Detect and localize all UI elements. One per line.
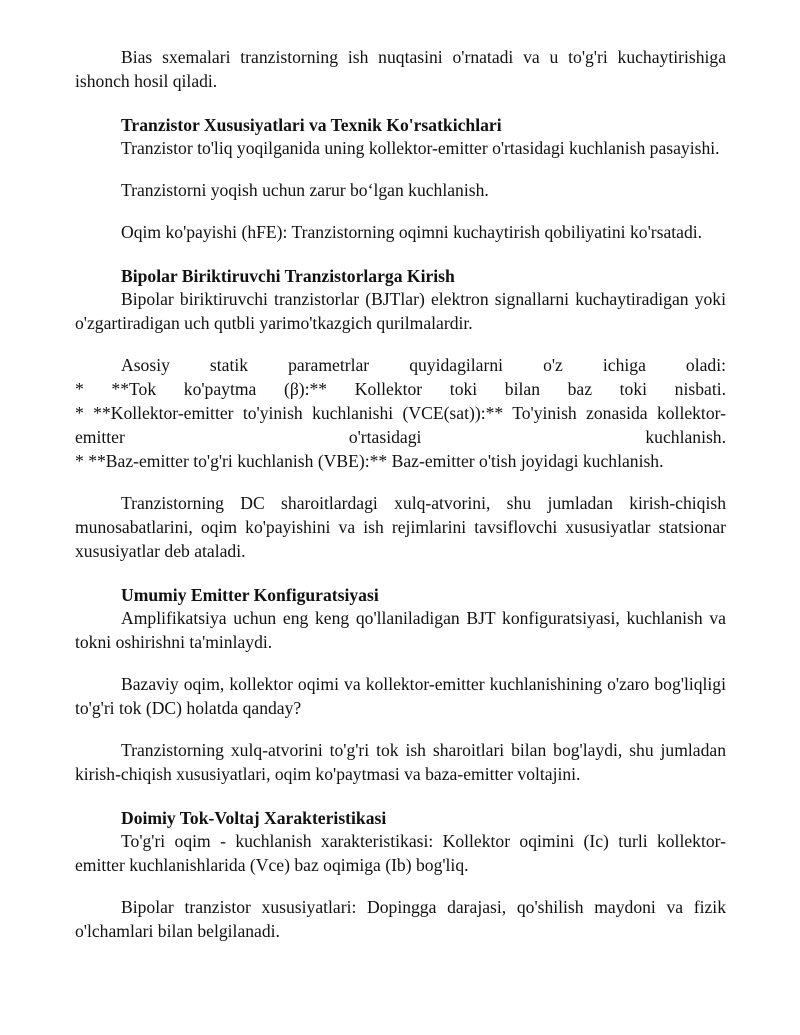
- heading-dc-iv-characteristic: Doimiy Tok-Voltaj Xarakteristikasi: [121, 808, 387, 828]
- heading-bjt-intro: Bipolar Biriktiruvchi Tranzistorlarga Kirish: [121, 266, 455, 286]
- paragraph-turn-on-voltage: Tranzistorni yoqish uchun zarur bo‘lgan kuchlanish.: [121, 180, 489, 200]
- static-parameters-list: [75, 353, 726, 473]
- document-body: [75, 45, 726, 943]
- list-item-current-gain: * **Tok ko'paytma (β):** Kollektor toki bilan baz toki nisbati.: [75, 379, 726, 399]
- paragraph-saturation-voltage: Tranzistor to'liq yoqilganida uning kollektor-emitter o'rtasidagi kuchlanish pasayishi.: [121, 138, 720, 158]
- paragraph-dc-question: Bazaviy oqim, kollektor oqimi va kollektor-emitter kuchlanishining o'zaro bog'liqligi to'g'ri tok (DC) holatda qanday?: [75, 674, 726, 718]
- list-intro: Asosiy statik parametrlar quyidagilarni o'z ichiga oladi:: [121, 355, 726, 375]
- paragraph-static-characteristics: Tranzistorning DC sharoitlardagi xulq-atvorini, shu jumladan kirish-chiqish munosabatlarini, oqim ko'payishini va ish rejimlarini tavsiflovchi xususiyatlar statsionar xususiyatlar deb ataladi.: [75, 493, 726, 561]
- heading-common-emitter: Umumiy Emitter Konfiguratsiyasi: [121, 585, 379, 605]
- list-item-vce-sat: * **Kollektor-emitter to'yinish kuchlanishi (VCE(sat)):** To'yinish zonasida kollektor-emitter o'rtasidagi kuchlanish.: [75, 403, 726, 447]
- paragraph-common-emitter: Amplifikatsiya uchun eng keng qo'llaniladigan BJT konfiguratsiyasi, kuchlanish va tokni oshirishni ta'minlaydi.: [75, 608, 726, 652]
- list-item-vbe: * **Baz-emitter to'g'ri kuchlanish (VBE):** Baz-emitter o'tish joyidagi kuchlanish.: [75, 451, 664, 471]
- paragraph-bjt-definition: Bipolar biriktiruvchi tranzistorlar (BJTlar) elektron signallarni kuchaytiradigan yoki o'zgartiradigan uch qutbli yarimo'tkazgich qurilmalardir.: [75, 289, 726, 333]
- paragraph-bias: Bias sxemalari tranzistorning ish nuqtasini o'rnatadi va u to'g'ri kuchaytirishiga ishonch hosil qiladi.: [75, 47, 726, 91]
- paragraph-iv-characteristic: To'g'ri oqim - kuchlanish xarakteristikasi: Kollektor oqimini (Ic) turli kollektor-emitter kuchlanishlarida (Vce) baz oqimiga (Ib) bog'liq.: [75, 831, 726, 875]
- paragraph-current-gain: Oqim ko'payishi (hFE): Tranzistorning oqimni kuchaytirish qobiliyatini ko'rsatadi.: [121, 222, 703, 242]
- paragraph-bipolar-properties: Bipolar tranzistor xususiyatlari: Dopingga darajasi, qo'shilish maydoni va fizik o'lchamlari bilan belgilanadi.: [75, 897, 726, 941]
- paragraph-dc-behavior: Tranzistorning xulq-atvorini to'g'ri tok ish sharoitlari bilan bog'laydi, shu jumladan kirish-chiqish xususiyatlari, oqim ko'paytmasi va baza-emitter voltajini.: [75, 740, 726, 784]
- heading-transistor-properties: Tranzistor Xususiyatlari va Texnik Ko'rsatkichlari: [121, 115, 502, 135]
